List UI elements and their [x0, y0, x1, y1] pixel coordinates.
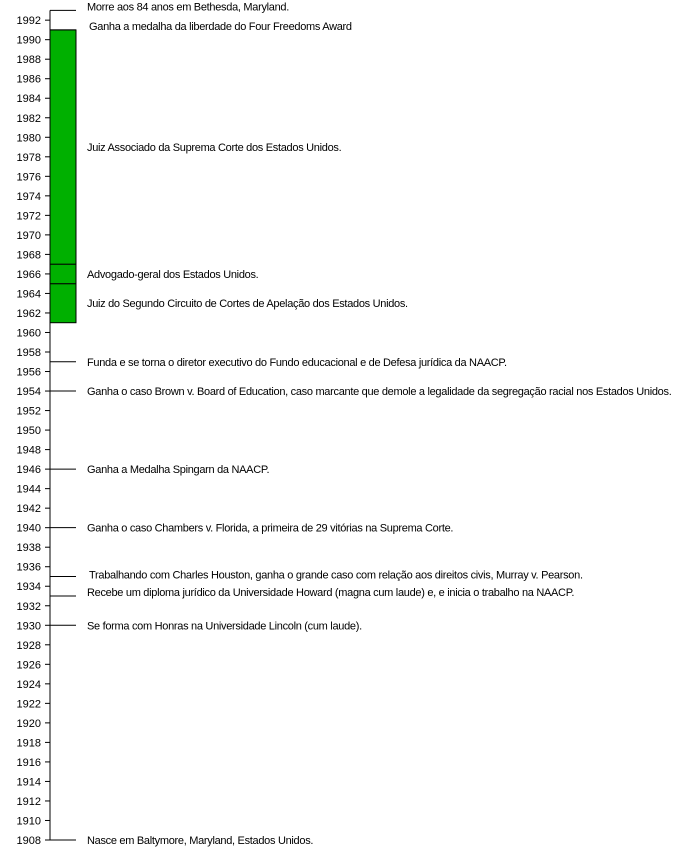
event-label: Funda e se torna o diretor executivo do Fundo educacional e de Defesa jurídica da NAACP.	[87, 356, 507, 369]
tick-label: 1936	[16, 561, 41, 574]
tick-label: 1922	[16, 698, 41, 711]
tick-label: 1944	[16, 483, 41, 496]
tick-label: 1952	[16, 405, 41, 418]
tick-label: 1930	[16, 620, 41, 633]
tick-label: 1990	[16, 34, 41, 47]
event-label: Se forma com Honras na Universidade Lincoln (cum laude).	[87, 620, 362, 633]
tick-label: 1986	[16, 73, 41, 86]
tick-label: 1970	[16, 229, 41, 242]
event-label: Recebe um diploma jurídico da Universidade Howard (magna cum laude) e, e inicia o trabalho na NAACP.	[87, 587, 575, 599]
event-labels	[87, 1, 672, 847]
tick-label: 1962	[16, 307, 41, 320]
tick-label: 1912	[16, 795, 41, 808]
event-label: Morre aos 84 anos em Bethesda, Maryland.	[87, 1, 290, 14]
tick-label: 1942	[16, 503, 41, 516]
event-label: Ganha a medalha da liberdade do Four Freedoms Award	[89, 20, 352, 33]
period-label: Advogado-geral dos Estados Unidos.	[87, 268, 259, 281]
tick-label: 1982	[16, 112, 41, 125]
tick-label: 1988	[16, 54, 41, 67]
tick-label: 1924	[16, 678, 41, 691]
tick-label: 1940	[16, 522, 41, 535]
event-label: Ganha a Medalha Spingarn da NAACP.	[87, 464, 270, 477]
tick-label: 1972	[16, 210, 41, 223]
tick-label: 1938	[16, 542, 41, 555]
period-bar	[50, 264, 76, 284]
y-axis	[17, 10, 50, 847]
tick-label: 1992	[16, 15, 41, 28]
tick-label: 1964	[16, 288, 41, 301]
tick-label: 1954	[16, 386, 41, 399]
tick-label: 1950	[16, 425, 41, 438]
tick-label: 1978	[16, 151, 41, 164]
tick-label: 1932	[16, 600, 41, 613]
tick-label: 1958	[16, 347, 41, 359]
event-label: Nasce em Baltymore, Maryland, Estados Unidos.	[87, 835, 314, 847]
tick-label: 1916	[16, 756, 41, 769]
period-bars	[50, 30, 76, 323]
tick-label: 1934	[16, 581, 41, 594]
tick-label: 1968	[16, 249, 41, 262]
tick-label: 1910	[16, 815, 41, 828]
tick-label: 1946	[16, 464, 41, 477]
event-label: Trabalhando com Charles Houston, ganha o grande caso com relação aos direitos civis, Murray v. Pearson.	[89, 569, 583, 582]
period-bar	[50, 30, 76, 264]
tick-label: 1984	[16, 93, 41, 106]
tick-label: 1960	[16, 327, 41, 340]
tick-label: 1974	[16, 190, 41, 203]
tick-label: 1976	[16, 171, 41, 184]
tick-label: 1948	[16, 444, 41, 457]
tick-label: 1980	[16, 132, 41, 145]
event-label: Ganha o caso Chambers v. Florida, a primeira de 29 vitórias na Suprema Corte.	[87, 522, 454, 535]
period-label: Juiz Associado da Suprema Corte dos Estados Unidos.	[87, 142, 342, 155]
tick-label: 1926	[16, 659, 41, 672]
period-bar	[50, 284, 76, 323]
tick-label: 1908	[16, 835, 41, 847]
tick-label: 1928	[16, 639, 41, 652]
tick-label: 1966	[16, 268, 41, 281]
period-label: Juiz do Segundo Circuito de Cortes de Apelação dos Estados Unidos.	[87, 298, 408, 311]
event-label: Ganha o caso Brown v. Board of Education, caso marcante que demole a legalidade da segregação racial nos Estados Unidos.	[87, 386, 672, 399]
tick-label: 1918	[16, 737, 41, 750]
tick-label: 1920	[16, 717, 41, 730]
tick-label: 1914	[16, 776, 41, 789]
tick-label: 1956	[16, 366, 41, 379]
